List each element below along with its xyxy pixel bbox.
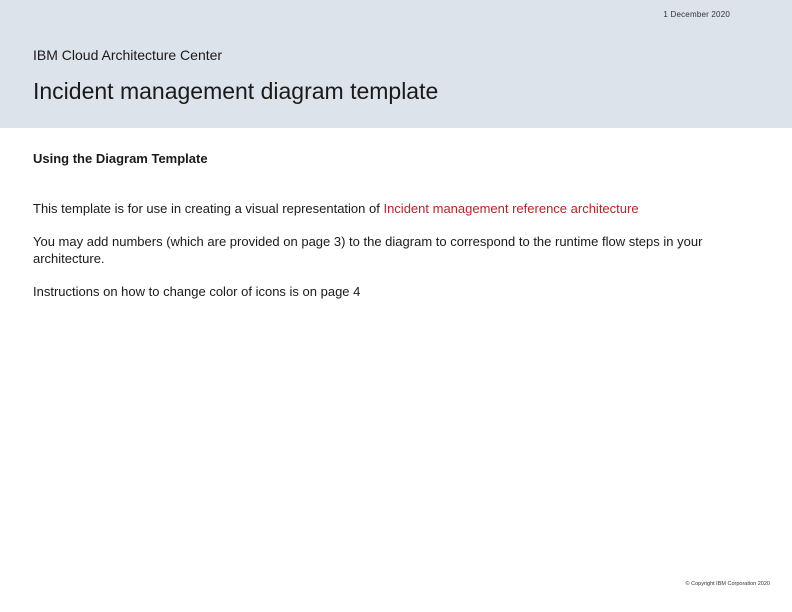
org-title: IBM Cloud Architecture Center	[33, 47, 223, 63]
page-title: Incident management diagram template	[33, 78, 439, 104]
main-content	[33, 151, 733, 316]
paragraph-intro	[33, 200, 733, 217]
copyright-label: © Copyright IBM Corporation 2020	[685, 581, 770, 587]
section-heading: Using the Diagram Template	[33, 151, 208, 166]
reference-architecture-link[interactable]: Incident management reference architecture	[383, 201, 639, 216]
date-label: 1 December 2020	[663, 10, 730, 19]
paragraph-intro-text: This template is for use in creating a visual representation of	[33, 201, 384, 216]
header-band	[0, 0, 792, 128]
paragraph-numbers: You may add numbers (which are provided on page 3) to the diagram to correspond to the runtime flow steps in your architecture.	[33, 234, 703, 266]
paragraph-icons: Instructions on how to change color of icons is on page 4	[33, 284, 361, 299]
